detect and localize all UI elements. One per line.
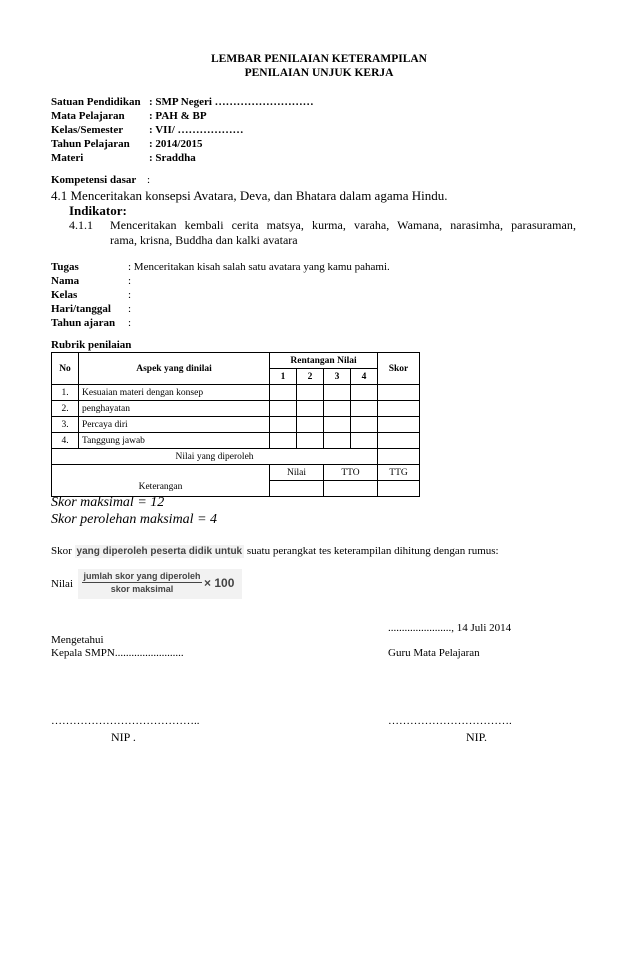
task-label: Tahun ajaran [51, 317, 116, 329]
header-no: No [52, 353, 79, 385]
formula-multiplier: × 100 [204, 576, 235, 590]
row-no: 4. [52, 433, 79, 449]
task-value: : [128, 289, 132, 301]
table-row [52, 385, 420, 401]
rubrik-table [51, 352, 420, 497]
skor-cell[interactable] [378, 401, 420, 417]
row-aspek: penghayatan [79, 401, 270, 417]
nilai-diperoleh-label: Nilai yang diperoleh [52, 449, 378, 465]
identity-value: : 2014/2015 [149, 138, 203, 150]
score-cell[interactable] [351, 433, 378, 449]
score-cell[interactable] [351, 401, 378, 417]
signature-guru: Guru Mata Pelajaran [388, 647, 480, 659]
signature-date: ......................., 14 Juli 2014 [388, 622, 512, 634]
signature-line-left: ………………………………….. [51, 715, 200, 727]
task-label: Hari/tanggal [51, 303, 111, 315]
formula-image [78, 569, 242, 599]
row-no: 2. [52, 401, 79, 417]
identity-label: Kelas/Semester [51, 124, 124, 136]
score-cell[interactable] [297, 401, 324, 417]
row-no: 3. [52, 417, 79, 433]
scale-cell: 1 [270, 369, 297, 385]
identity-label: Satuan Pendidikan [51, 96, 141, 108]
identity-value: : Sraddha [149, 152, 196, 164]
header-skor: Skor [378, 353, 420, 385]
skor-perolehan: Skor perolehan maksimal = 4 [51, 512, 218, 527]
task-value: : [128, 317, 132, 329]
signature-line-right: ……………………………. [388, 715, 512, 727]
indikator-text-line2: rama, krisna, Buddha dan kalki avatara [110, 233, 298, 247]
table-row [52, 401, 420, 417]
signature-kepala: Kepala SMPN......................... [51, 647, 184, 659]
keterangan-label: Keterangan [52, 465, 270, 497]
formula-denominator: skor maksimal [110, 584, 174, 594]
score-cell[interactable] [297, 433, 324, 449]
score-cell[interactable] [324, 385, 351, 401]
indikator-text-line1: Menceritakan kembali cerita matsya, kurma, varaha, Wamana, narasimha, parasuraman, [110, 218, 576, 232]
scale-cell: 4 [351, 369, 378, 385]
indikator-number: 4.1.1 [69, 218, 93, 232]
table-row [52, 417, 420, 433]
row-no: 1. [52, 385, 79, 401]
score-cell[interactable] [297, 385, 324, 401]
formula-label: Nilai [51, 578, 73, 590]
nilai-diperoleh-cell[interactable] [378, 449, 420, 465]
signature-mengetahui: Mengetahui [51, 634, 104, 646]
identity-value: : SMP Negeri ……………………… [149, 96, 314, 108]
skor-cell[interactable] [378, 385, 420, 401]
kompetensi-colon: : [147, 174, 151, 186]
document-title: LEMBAR PENILAIAN KETERAMPILAN [211, 53, 427, 65]
score-cell[interactable] [324, 401, 351, 417]
header-rentang: Rentangan Nilai [270, 353, 378, 369]
identity-label: Tahun Pelajaran [51, 138, 130, 150]
task-value: : Menceritakan kisah salah satu avatara yang kamu pahami. [128, 261, 390, 273]
kompetensi-label: Kompetensi dasar [51, 174, 137, 186]
table-row-keterangan [52, 465, 420, 481]
row-aspek: Kesuaian materi dengan konsep [79, 385, 270, 401]
task-label: Kelas [51, 289, 78, 301]
task-label: Nama [51, 275, 80, 287]
tto-label: TTO [324, 465, 378, 481]
score-cell[interactable] [297, 417, 324, 433]
task-value: : [128, 275, 132, 287]
score-cell[interactable] [270, 417, 297, 433]
skor-sentence-highlight: yang diperoleh peserta didik untuk [76, 546, 243, 557]
row-aspek: Tanggung jawab [79, 433, 270, 449]
skor-cell[interactable] [378, 433, 420, 449]
skor-maksimal: Skor maksimal = 12 [51, 495, 165, 510]
indikator-label: Indikator: [69, 203, 127, 218]
identity-label: Mata Pelajaran [51, 110, 125, 122]
score-cell[interactable] [351, 417, 378, 433]
score-cell[interactable] [324, 417, 351, 433]
identity-value: : PAH & BP [149, 110, 207, 122]
kompetensi-text: 4.1 Menceritakan konsepsi Avatara, Deva, dan Bhatara dalam agama Hindu. [51, 188, 448, 203]
skor-sentence [51, 545, 499, 557]
tto-cell[interactable] [324, 481, 378, 497]
table-header-row [52, 353, 420, 369]
table-row-total [52, 449, 420, 465]
scale-cell: 2 [297, 369, 324, 385]
nilai-label: Nilai [270, 465, 324, 481]
score-cell[interactable] [351, 385, 378, 401]
signature-nip-right: NIP. [466, 730, 488, 744]
ttg-cell[interactable] [378, 481, 420, 497]
identity-label: Materi [51, 152, 84, 164]
scale-cell: 3 [324, 369, 351, 385]
signature-nip-left: NIP . [111, 730, 136, 744]
task-value: : [128, 303, 132, 315]
task-label: Tugas [51, 261, 79, 273]
skor-sentence-start: Skor [51, 545, 72, 557]
skor-sentence-end: suatu perangkat tes keterampilan dihitung dengan rumus: [246, 545, 499, 557]
rubrik-title: Rubrik penilaian [51, 339, 132, 351]
ttg-label: TTG [378, 465, 420, 481]
score-cell[interactable] [270, 433, 297, 449]
nilai-cell[interactable] [270, 481, 324, 497]
score-cell[interactable] [324, 433, 351, 449]
score-cell[interactable] [270, 401, 297, 417]
score-cell[interactable] [270, 385, 297, 401]
table-row [52, 433, 420, 449]
header-aspek: Aspek yang dinilai [79, 353, 270, 385]
row-aspek: Percaya diri [79, 417, 270, 433]
skor-cell[interactable] [378, 417, 420, 433]
formula-numerator: jumlah skor yang diperoleh [83, 571, 201, 581]
formula-fraction [82, 571, 202, 594]
document-subtitle: PENILAIAN UNJUK KERJA [244, 67, 394, 79]
identity-value: : VII/ ……………… [149, 124, 244, 136]
